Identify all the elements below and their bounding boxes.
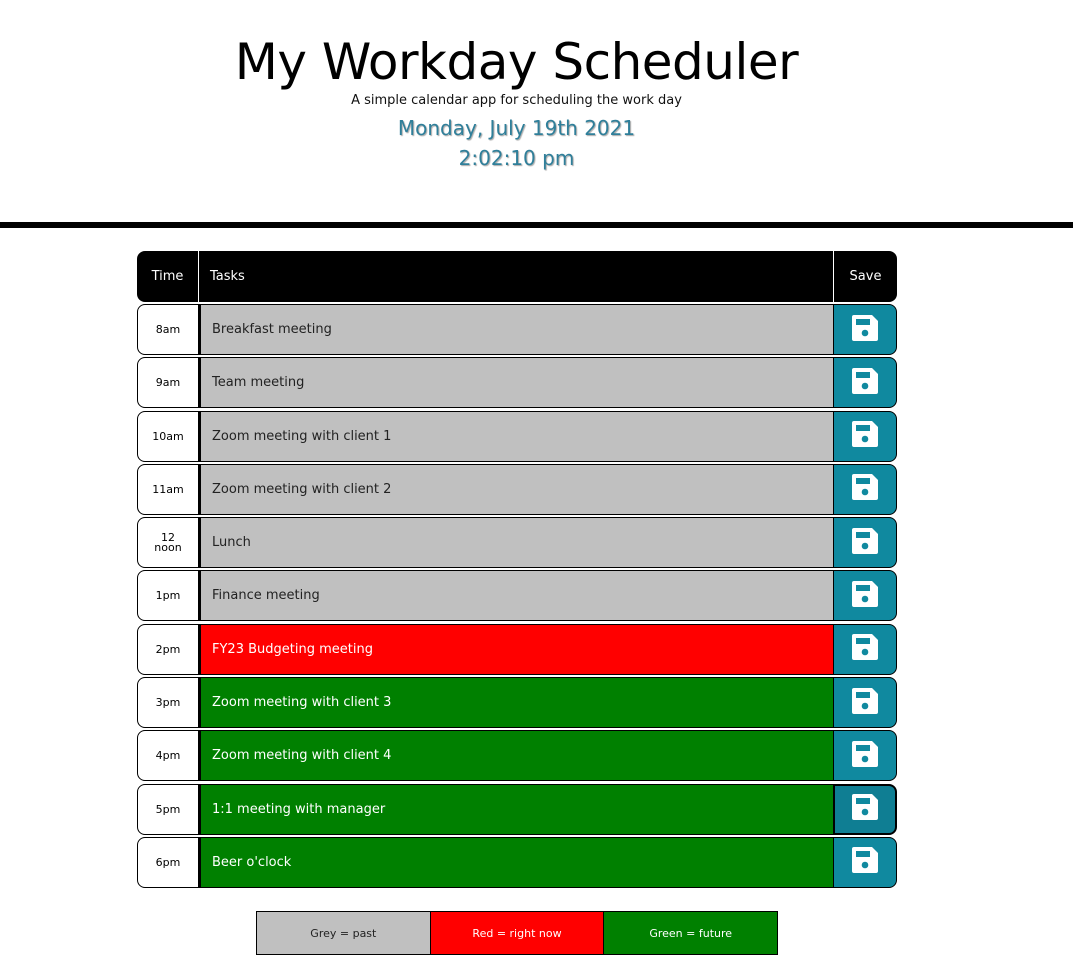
task-input[interactable]: Zoom meeting with client 3 bbox=[199, 677, 833, 728]
table-row bbox=[137, 411, 897, 462]
table-row bbox=[137, 357, 897, 408]
save-button[interactable] bbox=[833, 784, 897, 835]
hour-label: 6pm bbox=[137, 837, 199, 888]
table-row bbox=[137, 304, 897, 355]
task-input[interactable]: Zoom meeting with client 4 bbox=[199, 730, 833, 781]
legend-future: Green = future bbox=[604, 912, 777, 954]
floppy-disk-icon bbox=[850, 792, 880, 826]
floppy-disk-icon bbox=[850, 579, 880, 613]
table-row bbox=[137, 570, 897, 621]
task-input[interactable]: Finance meeting bbox=[199, 570, 833, 621]
time-column-header: Time bbox=[137, 251, 199, 302]
task-input[interactable]: Zoom meeting with client 1 bbox=[199, 411, 833, 462]
task-input[interactable]: Beer o'clock bbox=[199, 837, 833, 888]
legend-present: Red = right now bbox=[431, 912, 605, 954]
table-row bbox=[137, 677, 897, 728]
floppy-disk-icon bbox=[850, 526, 880, 560]
hour-label: 10am bbox=[137, 411, 199, 462]
hour-label: 5pm bbox=[137, 784, 199, 835]
save-button[interactable] bbox=[833, 357, 897, 408]
task-input[interactable]: Breakfast meeting bbox=[199, 304, 833, 355]
schedule-table bbox=[137, 251, 897, 890]
save-button[interactable] bbox=[833, 624, 897, 675]
hour-label: 3pm bbox=[137, 677, 199, 728]
hour-label: 11am bbox=[137, 464, 199, 515]
table-row bbox=[137, 624, 897, 675]
floppy-disk-icon bbox=[850, 739, 880, 773]
table-row bbox=[137, 464, 897, 515]
hour-label: 8am bbox=[137, 304, 199, 355]
save-button[interactable] bbox=[833, 730, 897, 781]
table-row bbox=[137, 784, 897, 835]
save-button[interactable] bbox=[833, 517, 897, 568]
task-input[interactable]: Lunch bbox=[199, 517, 833, 568]
hour-label: 4pm bbox=[137, 730, 199, 781]
floppy-disk-icon bbox=[850, 686, 880, 720]
floppy-disk-icon bbox=[850, 632, 880, 666]
task-input[interactable]: FY23 Budgeting meeting bbox=[199, 624, 833, 675]
hour-label: 1pm bbox=[137, 570, 199, 621]
floppy-disk-icon bbox=[850, 472, 880, 506]
save-button[interactable] bbox=[833, 464, 897, 515]
table-row bbox=[137, 517, 897, 568]
task-input[interactable]: Zoom meeting with client 2 bbox=[199, 464, 833, 515]
page-subtitle: A simple calendar app for scheduling the work day bbox=[351, 93, 682, 108]
task-input[interactable]: Team meeting bbox=[199, 357, 833, 408]
save-button[interactable] bbox=[833, 837, 897, 888]
color-legend bbox=[256, 911, 778, 955]
save-column-header: Save bbox=[833, 251, 897, 302]
hour-label: 2pm bbox=[137, 624, 199, 675]
floppy-disk-icon bbox=[850, 419, 880, 453]
floppy-disk-icon bbox=[850, 313, 880, 347]
save-button[interactable] bbox=[833, 411, 897, 462]
floppy-disk-icon bbox=[850, 845, 880, 879]
save-button[interactable] bbox=[833, 304, 897, 355]
page-title: My Workday Scheduler bbox=[234, 33, 799, 91]
schedule-rows bbox=[137, 304, 897, 888]
header-divider bbox=[0, 222, 1073, 228]
table-header-row bbox=[137, 251, 897, 302]
table-row bbox=[137, 730, 897, 781]
hour-label: 12 noon bbox=[137, 517, 199, 568]
legend-past: Grey = past bbox=[257, 912, 431, 954]
floppy-disk-icon bbox=[850, 366, 880, 400]
current-date: Monday, July 19th 2021 bbox=[397, 116, 636, 140]
table-row bbox=[137, 837, 897, 888]
save-button[interactable] bbox=[833, 677, 897, 728]
save-button[interactable] bbox=[833, 570, 897, 621]
current-time: 2:02:10 pm bbox=[458, 146, 575, 170]
hour-label: 9am bbox=[137, 357, 199, 408]
task-input[interactable]: 1:1 meeting with manager bbox=[199, 784, 833, 835]
tasks-column-header: Tasks bbox=[210, 269, 245, 284]
